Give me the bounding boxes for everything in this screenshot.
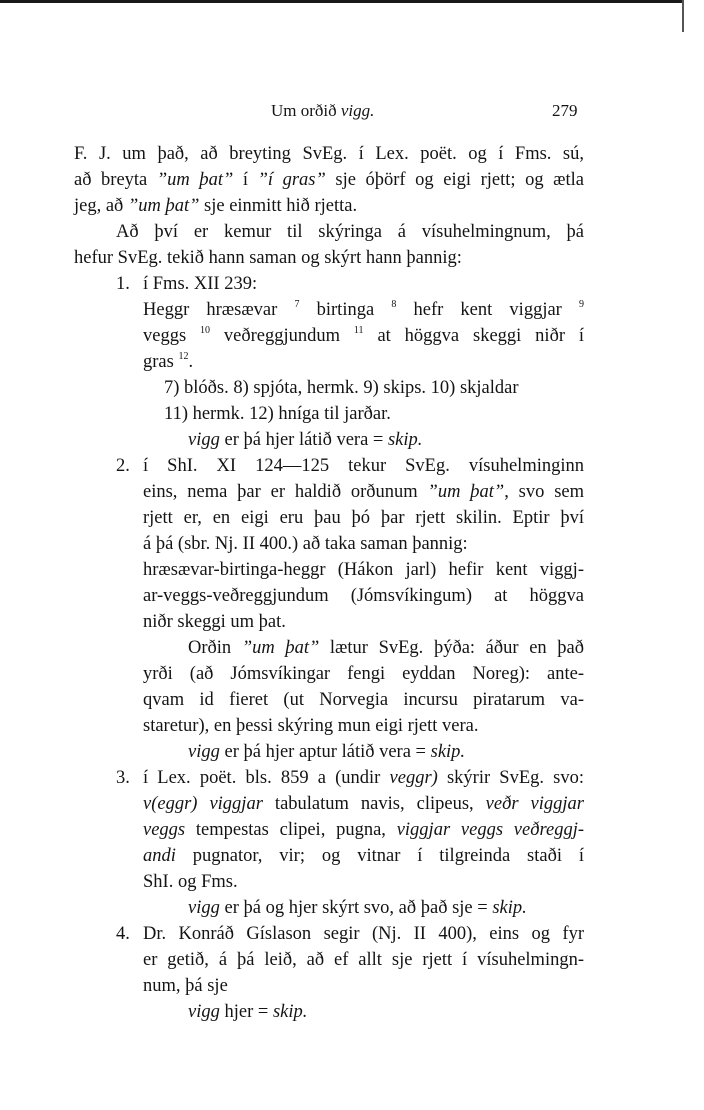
scan-right-edge (682, 0, 684, 32)
conclusion-line: vigg hjer = skip. (188, 1002, 308, 1022)
item-number: 2. (116, 456, 130, 476)
conclusion-line: vigg er þá og hjer skýrt svo, að það sje = skip. (188, 898, 527, 918)
verse-line: veggs $^{10}$ veðreggjundum $^{11}$ at höggva skeggi niðr í (143, 325, 584, 346)
footnote-line: 11) hermk. 12) hníga til jarðar. (164, 404, 391, 424)
item-number: 1. (116, 274, 130, 294)
page-number: 279 (552, 101, 578, 120)
item-number: 4. (116, 924, 130, 944)
verse-line: gras $^{12}$. (143, 351, 194, 372)
running-header: Um orðið vigg. (271, 101, 375, 120)
item-source: í Fms. XII 239: (143, 274, 258, 294)
conclusion-line: vigg er þá hjer látið vera = skip. (188, 430, 423, 450)
verse-line: Heggr hræsævar $^7$ birtinga $^8$ hefr kent viggjar $^9$ (143, 299, 584, 320)
footnote-line: 7) blóðs. 8) spjóta, hermk. 9) skips. 10) skjaldar (164, 378, 519, 398)
item-number: 3. (116, 768, 130, 788)
scan-top-edge (0, 0, 682, 3)
conclusion-line: vigg er þá hjer aptur látið vera = skip. (188, 742, 466, 762)
